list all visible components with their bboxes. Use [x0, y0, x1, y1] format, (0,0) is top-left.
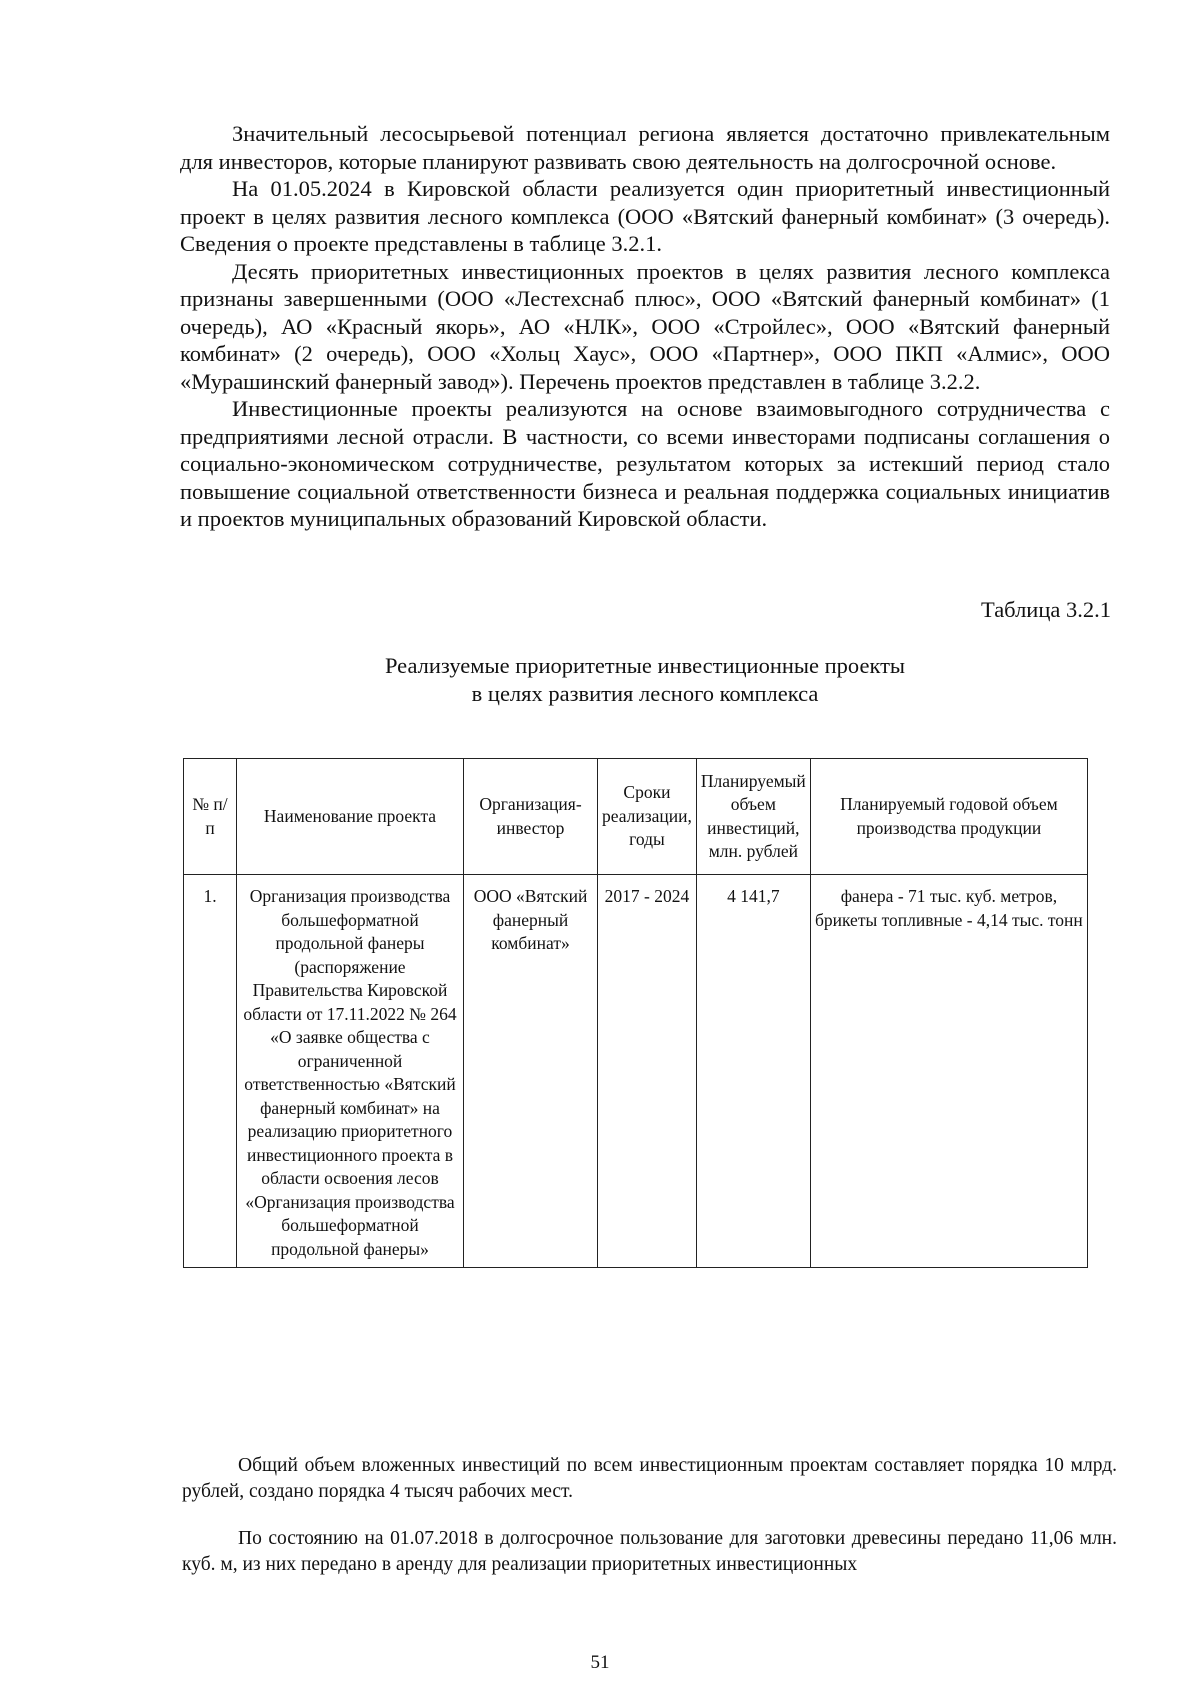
table-title	[180, 652, 1110, 708]
intro-text	[180, 120, 1110, 533]
table-title-line: Реализуемые приоритетные инвестиционные проекты	[384, 653, 906, 678]
paragraph: По состоянию на 01.07.2018 в долгосрочное пользование для заготовки древесины передано 11,06 млн. куб. м, из них передано в аренду для реализации приоритетных инвестиционных	[182, 1528, 1117, 1575]
header-invest: Планируемый объем инвестиций, млн. рублей	[696, 759, 810, 875]
cell-org: ООО «Вятский фанерный комбинат»	[464, 875, 598, 1268]
paragraph: На 01.05.2024 в Кировской области реализуется один приоритетный инвестиционный проект в целях развития лесного комплекса (ООО «Вятский фанерный комбинат» (3 очередь). Сведения о проекте представлены в таблице 3.2.1.	[180, 176, 1110, 256]
header-output: Планируемый годовой объем производства продукции	[810, 759, 1087, 875]
projects-table	[183, 758, 1088, 1268]
paragraph: Значительный лесосырьевой потенциал региона является достаточно привлекательным для инвесторов, которые планируют развивать свою деятельность на долгосрочной основе.	[180, 121, 1110, 174]
lease-paragraph	[182, 1526, 1117, 1578]
header-term: Сроки реализации, годы	[598, 759, 697, 875]
table-header-row	[184, 759, 1088, 875]
header-org: Организация-инвестор	[464, 759, 598, 875]
page-number: 51	[590, 1652, 610, 1673]
cell-num: 1.	[184, 875, 237, 1268]
cell-name: Организация производства большеформатной продольной фанеры (распоряжение Правительства Кировской области от 17.11.2022 № 264 «О заявке общества с ограниченной ответственностью «Вятский фанерный комбинат» на реализацию приоритетного инвестиционного проекта в области освоения лесов «Организация производства большеформатной продольной фанеры»	[237, 875, 464, 1268]
paragraph: Инвестиционные проекты реализуются на основе взаимовыгодного сотрудничества с предприятиями лесной отрасли. В частности, со всеми инвесторами подписаны соглашения о социально-экономическом сотрудничестве, результатом которых за истекший период стало повышение социальной ответственности бизнеса и реальная поддержка социальных инициатив и проектов муниципальных образований Кировской области.	[180, 396, 1110, 531]
table-row	[184, 875, 1088, 1268]
cell-invest: 4 141,7	[696, 875, 810, 1268]
summary-paragraph	[182, 1453, 1117, 1505]
header-name: Наименование проекта	[237, 759, 464, 875]
cell-output: фанера - 71 тыс. куб. метров, брикеты топливные - 4,14 тыс. тонн	[810, 875, 1087, 1268]
cell-term: 2017 - 2024	[598, 875, 697, 1268]
paragraph: Общий объем вложенных инвестиций по всем инвестиционным проектам составляет порядка 10 млрд. рублей, создано порядка 4 тысяч рабочих мест.	[182, 1455, 1117, 1502]
table-title-line: в целях развития лесного комплекса	[471, 681, 819, 706]
paragraph: Десять приоритетных инвестиционных проектов в целях развития лесного комплекса признаны завершенными (ООО «Лестехснаб плюс», ООО «Вятский фанерный комбинат» (1 очередь), АО «Красный якорь», АО «НЛК», ООО «Стройлес», ООО «Вятский фанерный комбинат» (2 очередь), ООО «Хольц Хаус», ООО «Партнер», ООО ПКП «Алмис», ООО «Мурашинский фанерный завод»). Перечень проектов представлен в таблице 3.2.2.	[180, 258, 1110, 394]
header-num: № п/п	[184, 759, 237, 875]
table-label: Таблица 3.2.1	[981, 597, 1111, 622]
